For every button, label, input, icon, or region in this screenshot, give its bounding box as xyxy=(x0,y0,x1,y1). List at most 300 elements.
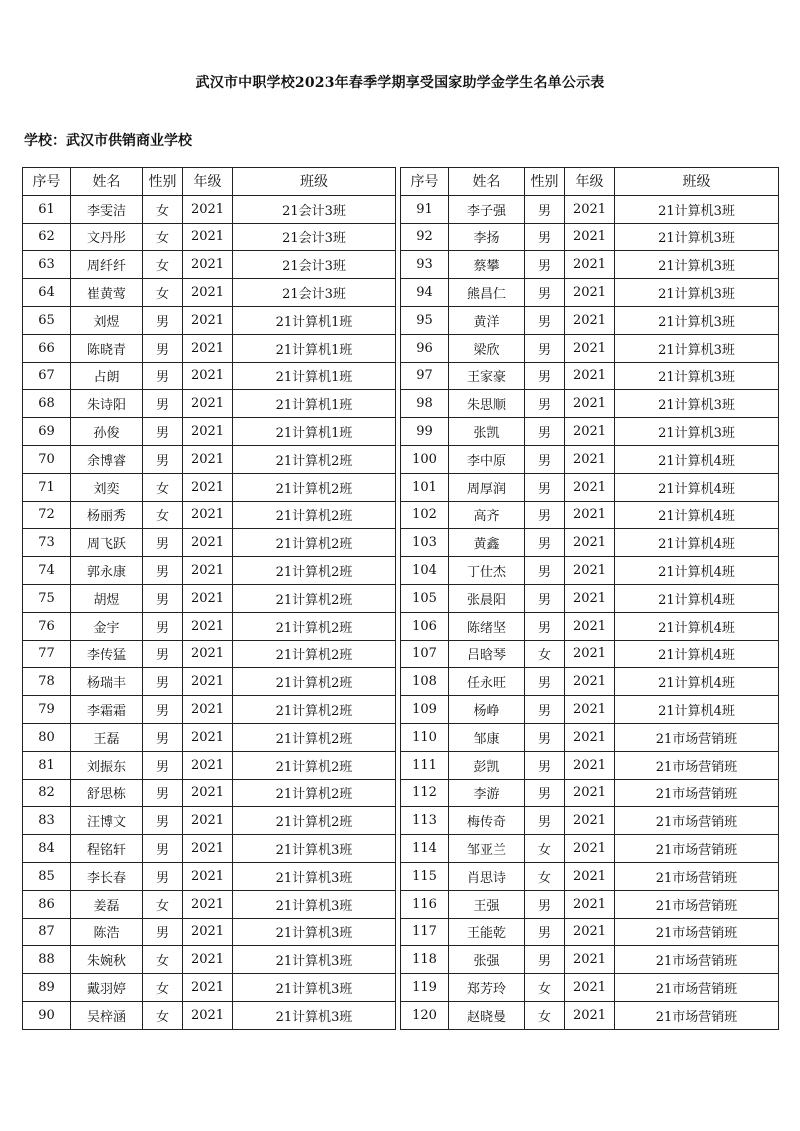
cell-gender: 男 xyxy=(143,668,183,696)
school-line xyxy=(24,130,192,150)
table-row xyxy=(401,918,779,946)
cell-gender: 女 xyxy=(143,974,183,1002)
cell-gender: 男 xyxy=(525,473,565,501)
roster-table-right xyxy=(400,167,779,1030)
cell-name: 王家豪 xyxy=(449,362,525,390)
cell-index: 103 xyxy=(401,529,449,557)
cell-name: 赵晓曼 xyxy=(449,1001,525,1029)
cell-class: 21计算机4班 xyxy=(615,612,779,640)
cell-grade: 2021 xyxy=(183,668,233,696)
cell-class: 21会计3班 xyxy=(233,251,396,279)
header-gender: 性别 xyxy=(525,168,565,196)
cell-index: 105 xyxy=(401,584,449,612)
table-row xyxy=(23,334,396,362)
cell-class: 21市场营销班 xyxy=(615,862,779,890)
cell-index: 111 xyxy=(401,751,449,779)
cell-gender: 男 xyxy=(525,668,565,696)
table-row xyxy=(401,584,779,612)
cell-name: 张晨阳 xyxy=(449,584,525,612)
cell-name: 李扬 xyxy=(449,223,525,251)
cell-index: 112 xyxy=(401,779,449,807)
cell-class: 21计算机2班 xyxy=(233,445,396,473)
cell-index: 90 xyxy=(23,1001,71,1029)
cell-index: 63 xyxy=(23,251,71,279)
table-row xyxy=(401,501,779,529)
cell-grade: 2021 xyxy=(565,779,615,807)
cell-index: 89 xyxy=(23,974,71,1002)
cell-name: 文丹彤 xyxy=(71,223,143,251)
cell-gender: 男 xyxy=(525,418,565,446)
cell-gender: 男 xyxy=(143,751,183,779)
cell-index: 80 xyxy=(23,723,71,751)
cell-class: 21计算机4班 xyxy=(615,557,779,585)
cell-class: 21计算机2班 xyxy=(233,501,396,529)
table-row xyxy=(23,390,396,418)
cell-grade: 2021 xyxy=(565,362,615,390)
header-row xyxy=(401,168,779,196)
cell-grade: 2021 xyxy=(565,640,615,668)
cell-grade: 2021 xyxy=(183,779,233,807)
cell-gender: 男 xyxy=(143,418,183,446)
cell-class: 21计算机2班 xyxy=(233,557,396,585)
cell-grade: 2021 xyxy=(565,445,615,473)
cell-grade: 2021 xyxy=(183,445,233,473)
table-row xyxy=(401,362,779,390)
cell-grade: 2021 xyxy=(565,751,615,779)
cell-gender: 女 xyxy=(525,1001,565,1029)
roster-table-left xyxy=(22,167,396,1030)
cell-class: 21计算机3班 xyxy=(615,279,779,307)
cell-name: 李霜霜 xyxy=(71,696,143,724)
cell-index: 74 xyxy=(23,557,71,585)
cell-index: 64 xyxy=(23,279,71,307)
cell-grade: 2021 xyxy=(565,529,615,557)
cell-class: 21市场营销班 xyxy=(615,807,779,835)
cell-gender: 女 xyxy=(525,974,565,1002)
table-row xyxy=(401,890,779,918)
cell-name: 任永旺 xyxy=(449,668,525,696)
cell-index: 109 xyxy=(401,696,449,724)
cell-grade: 2021 xyxy=(183,890,233,918)
cell-index: 106 xyxy=(401,612,449,640)
cell-name: 李长春 xyxy=(71,862,143,890)
cell-name: 丁仕杰 xyxy=(449,557,525,585)
cell-grade: 2021 xyxy=(565,473,615,501)
cell-gender: 女 xyxy=(143,501,183,529)
cell-class: 21会计3班 xyxy=(233,223,396,251)
cell-grade: 2021 xyxy=(565,696,615,724)
cell-grade: 2021 xyxy=(183,223,233,251)
cell-grade: 2021 xyxy=(183,501,233,529)
table-row xyxy=(401,862,779,890)
cell-name: 戴羽婷 xyxy=(71,974,143,1002)
table-row xyxy=(401,974,779,1002)
cell-name: 梁欣 xyxy=(449,334,525,362)
cell-grade: 2021 xyxy=(565,251,615,279)
cell-class: 21计算机4班 xyxy=(615,473,779,501)
cell-class: 21计算机3班 xyxy=(615,223,779,251)
cell-gender: 男 xyxy=(525,946,565,974)
cell-class: 21市场营销班 xyxy=(615,974,779,1002)
cell-class: 21计算机3班 xyxy=(233,835,396,863)
cell-name: 张凯 xyxy=(449,418,525,446)
cell-index: 61 xyxy=(23,195,71,223)
cell-gender: 男 xyxy=(525,807,565,835)
cell-gender: 男 xyxy=(525,696,565,724)
cell-index: 86 xyxy=(23,890,71,918)
cell-grade: 2021 xyxy=(565,195,615,223)
table-row xyxy=(23,890,396,918)
cell-gender: 男 xyxy=(525,279,565,307)
cell-grade: 2021 xyxy=(183,640,233,668)
cell-name: 郑芳玲 xyxy=(449,974,525,1002)
cell-name: 梅传奇 xyxy=(449,807,525,835)
cell-index: 99 xyxy=(401,418,449,446)
table-row xyxy=(401,835,779,863)
cell-class: 21计算机2班 xyxy=(233,584,396,612)
right-table-body xyxy=(401,195,779,1029)
cell-name: 刘奕 xyxy=(71,473,143,501)
table-row xyxy=(401,334,779,362)
cell-name: 李雯洁 xyxy=(71,195,143,223)
cell-class: 21计算机2班 xyxy=(233,473,396,501)
cell-grade: 2021 xyxy=(183,195,233,223)
cell-name: 余博睿 xyxy=(71,445,143,473)
cell-index: 92 xyxy=(401,223,449,251)
cell-grade: 2021 xyxy=(565,501,615,529)
cell-grade: 2021 xyxy=(565,890,615,918)
cell-index: 70 xyxy=(23,445,71,473)
header-row xyxy=(23,168,396,196)
cell-name: 吕晗琴 xyxy=(449,640,525,668)
cell-class: 21计算机3班 xyxy=(233,1001,396,1029)
cell-name: 熊昌仁 xyxy=(449,279,525,307)
cell-class: 21计算机3班 xyxy=(615,251,779,279)
cell-gender: 男 xyxy=(525,223,565,251)
cell-class: 21计算机3班 xyxy=(615,306,779,334)
cell-gender: 女 xyxy=(143,1001,183,1029)
cell-gender: 女 xyxy=(143,946,183,974)
cell-class: 21会计3班 xyxy=(233,279,396,307)
cell-index: 68 xyxy=(23,390,71,418)
cell-gender: 男 xyxy=(525,362,565,390)
cell-name: 周厚润 xyxy=(449,473,525,501)
cell-name: 占朗 xyxy=(71,362,143,390)
cell-class: 21计算机2班 xyxy=(233,723,396,751)
cell-class: 21计算机3班 xyxy=(615,362,779,390)
cell-grade: 2021 xyxy=(565,584,615,612)
cell-name: 周飞跃 xyxy=(71,529,143,557)
cell-class: 21计算机3班 xyxy=(615,418,779,446)
table-row xyxy=(401,279,779,307)
cell-index: 116 xyxy=(401,890,449,918)
cell-index: 93 xyxy=(401,251,449,279)
cell-name: 肖思诗 xyxy=(449,862,525,890)
cell-class: 21计算机3班 xyxy=(615,390,779,418)
header-grade: 年级 xyxy=(565,168,615,196)
cell-gender: 女 xyxy=(143,279,183,307)
cell-class: 21市场营销班 xyxy=(615,779,779,807)
cell-name: 杨峥 xyxy=(449,696,525,724)
cell-gender: 男 xyxy=(525,918,565,946)
cell-grade: 2021 xyxy=(183,418,233,446)
table-row xyxy=(401,1001,779,1029)
cell-grade: 2021 xyxy=(565,862,615,890)
cell-name: 刘煜 xyxy=(71,306,143,334)
cell-name: 孙俊 xyxy=(71,418,143,446)
table-row xyxy=(401,223,779,251)
cell-index: 98 xyxy=(401,390,449,418)
cell-class: 21计算机3班 xyxy=(615,195,779,223)
cell-grade: 2021 xyxy=(183,557,233,585)
cell-gender: 女 xyxy=(525,640,565,668)
cell-name: 陈晓青 xyxy=(71,334,143,362)
cell-name: 郭永康 xyxy=(71,557,143,585)
table-row xyxy=(23,473,396,501)
cell-class: 21市场营销班 xyxy=(615,1001,779,1029)
cell-name: 黄鑫 xyxy=(449,529,525,557)
cell-gender: 男 xyxy=(143,640,183,668)
cell-gender: 男 xyxy=(143,723,183,751)
cell-grade: 2021 xyxy=(565,723,615,751)
table-row xyxy=(401,195,779,223)
cell-gender: 女 xyxy=(525,862,565,890)
cell-grade: 2021 xyxy=(183,751,233,779)
cell-grade: 2021 xyxy=(183,946,233,974)
cell-index: 83 xyxy=(23,807,71,835)
cell-gender: 女 xyxy=(143,890,183,918)
cell-name: 王强 xyxy=(449,890,525,918)
cell-name: 邹康 xyxy=(449,723,525,751)
school-label: 学校： xyxy=(24,133,66,149)
cell-index: 69 xyxy=(23,418,71,446)
left-table-body xyxy=(23,195,396,1029)
table-row xyxy=(23,640,396,668)
cell-index: 114 xyxy=(401,835,449,863)
cell-grade: 2021 xyxy=(565,418,615,446)
cell-class: 21计算机3班 xyxy=(233,890,396,918)
cell-class: 21计算机2班 xyxy=(233,529,396,557)
cell-name: 王磊 xyxy=(71,723,143,751)
cell-index: 62 xyxy=(23,223,71,251)
cell-name: 彭凯 xyxy=(449,751,525,779)
table-row xyxy=(23,723,396,751)
cell-grade: 2021 xyxy=(183,584,233,612)
cell-name: 王能乾 xyxy=(449,918,525,946)
cell-index: 104 xyxy=(401,557,449,585)
cell-name: 邹亚兰 xyxy=(449,835,525,863)
cell-class: 21计算机2班 xyxy=(233,696,396,724)
cell-name: 陈浩 xyxy=(71,918,143,946)
cell-class: 21计算机3班 xyxy=(615,334,779,362)
cell-name: 张强 xyxy=(449,946,525,974)
cell-grade: 2021 xyxy=(565,918,615,946)
header-grade: 年级 xyxy=(183,168,233,196)
cell-grade: 2021 xyxy=(183,362,233,390)
cell-grade: 2021 xyxy=(183,1001,233,1029)
table-row xyxy=(401,946,779,974)
cell-gender: 男 xyxy=(143,334,183,362)
table-row xyxy=(23,195,396,223)
cell-index: 65 xyxy=(23,306,71,334)
table-row xyxy=(401,390,779,418)
cell-gender: 男 xyxy=(525,612,565,640)
table-row xyxy=(23,501,396,529)
cell-grade: 2021 xyxy=(565,974,615,1002)
cell-class: 21计算机4班 xyxy=(615,640,779,668)
cell-index: 102 xyxy=(401,501,449,529)
cell-index: 73 xyxy=(23,529,71,557)
cell-index: 76 xyxy=(23,612,71,640)
table-row xyxy=(23,418,396,446)
cell-gender: 男 xyxy=(525,751,565,779)
cell-index: 82 xyxy=(23,779,71,807)
cell-name: 汪博文 xyxy=(71,807,143,835)
header-gender: 性别 xyxy=(143,168,183,196)
cell-name: 杨丽秀 xyxy=(71,501,143,529)
cell-grade: 2021 xyxy=(183,334,233,362)
table-row xyxy=(23,751,396,779)
cell-index: 72 xyxy=(23,501,71,529)
header-index: 序号 xyxy=(23,168,71,196)
cell-gender: 女 xyxy=(525,835,565,863)
cell-index: 85 xyxy=(23,862,71,890)
table-row xyxy=(23,557,396,585)
table-row xyxy=(401,418,779,446)
header-name: 姓名 xyxy=(71,168,143,196)
cell-index: 100 xyxy=(401,445,449,473)
cell-grade: 2021 xyxy=(183,473,233,501)
cell-name: 蔡攀 xyxy=(449,251,525,279)
header-name: 姓名 xyxy=(449,168,525,196)
cell-gender: 男 xyxy=(525,251,565,279)
table-row xyxy=(23,251,396,279)
cell-gender: 女 xyxy=(143,251,183,279)
cell-name: 朱思顺 xyxy=(449,390,525,418)
table-row xyxy=(23,306,396,334)
cell-grade: 2021 xyxy=(183,279,233,307)
cell-class: 21计算机3班 xyxy=(233,974,396,1002)
cell-index: 107 xyxy=(401,640,449,668)
cell-grade: 2021 xyxy=(183,807,233,835)
cell-gender: 男 xyxy=(143,557,183,585)
cell-index: 78 xyxy=(23,668,71,696)
cell-name: 吴梓涵 xyxy=(71,1001,143,1029)
cell-gender: 男 xyxy=(525,306,565,334)
cell-name: 姜磊 xyxy=(71,890,143,918)
table-row xyxy=(23,668,396,696)
cell-gender: 男 xyxy=(525,529,565,557)
cell-index: 81 xyxy=(23,751,71,779)
cell-index: 118 xyxy=(401,946,449,974)
cell-name: 朱婉秋 xyxy=(71,946,143,974)
cell-class: 21计算机4班 xyxy=(615,529,779,557)
cell-grade: 2021 xyxy=(565,223,615,251)
cell-index: 95 xyxy=(401,306,449,334)
table-row xyxy=(401,251,779,279)
cell-index: 108 xyxy=(401,668,449,696)
cell-index: 79 xyxy=(23,696,71,724)
cell-index: 66 xyxy=(23,334,71,362)
cell-index: 75 xyxy=(23,584,71,612)
cell-name: 胡煜 xyxy=(71,584,143,612)
cell-class: 21计算机2班 xyxy=(233,612,396,640)
cell-class: 21计算机2班 xyxy=(233,807,396,835)
cell-gender: 女 xyxy=(143,223,183,251)
table-row xyxy=(401,557,779,585)
table-row xyxy=(23,445,396,473)
cell-name: 崔黄莺 xyxy=(71,279,143,307)
cell-grade: 2021 xyxy=(565,557,615,585)
cell-index: 101 xyxy=(401,473,449,501)
cell-grade: 2021 xyxy=(183,723,233,751)
cell-gender: 男 xyxy=(143,306,183,334)
table-row xyxy=(23,279,396,307)
cell-grade: 2021 xyxy=(565,835,615,863)
table-row xyxy=(23,223,396,251)
cell-name: 杨瑞丰 xyxy=(71,668,143,696)
cell-grade: 2021 xyxy=(183,862,233,890)
cell-grade: 2021 xyxy=(183,918,233,946)
cell-class: 21计算机3班 xyxy=(233,862,396,890)
cell-class: 21计算机4班 xyxy=(615,668,779,696)
cell-index: 71 xyxy=(23,473,71,501)
cell-grade: 2021 xyxy=(565,612,615,640)
cell-name: 周纤纤 xyxy=(71,251,143,279)
cell-grade: 2021 xyxy=(565,334,615,362)
cell-class: 21市场营销班 xyxy=(615,890,779,918)
cell-class: 21计算机1班 xyxy=(233,306,396,334)
cell-class: 21计算机1班 xyxy=(233,390,396,418)
cell-grade: 2021 xyxy=(565,1001,615,1029)
cell-grade: 2021 xyxy=(183,251,233,279)
cell-index: 67 xyxy=(23,362,71,390)
cell-grade: 2021 xyxy=(565,946,615,974)
cell-class: 21计算机4班 xyxy=(615,696,779,724)
cell-index: 113 xyxy=(401,807,449,835)
table-row xyxy=(23,835,396,863)
table-row xyxy=(23,529,396,557)
table-row xyxy=(23,862,396,890)
cell-class: 21计算机2班 xyxy=(233,640,396,668)
cell-class: 21计算机1班 xyxy=(233,418,396,446)
cell-index: 119 xyxy=(401,974,449,1002)
cell-gender: 男 xyxy=(143,445,183,473)
table-row xyxy=(401,779,779,807)
table-row xyxy=(23,779,396,807)
cell-gender: 男 xyxy=(143,779,183,807)
cell-name: 刘振东 xyxy=(71,751,143,779)
cell-name: 舒思栋 xyxy=(71,779,143,807)
cell-gender: 女 xyxy=(143,473,183,501)
cell-name: 李传猛 xyxy=(71,640,143,668)
cell-index: 115 xyxy=(401,862,449,890)
cell-gender: 男 xyxy=(143,696,183,724)
header-class: 班级 xyxy=(615,168,779,196)
cell-class: 21市场营销班 xyxy=(615,751,779,779)
cell-gender: 女 xyxy=(143,195,183,223)
cell-class: 21计算机4班 xyxy=(615,584,779,612)
cell-class: 21计算机4班 xyxy=(615,501,779,529)
cell-index: 120 xyxy=(401,1001,449,1029)
cell-class: 21会计3班 xyxy=(233,195,396,223)
cell-index: 91 xyxy=(401,195,449,223)
school-name: 武汉市供销商业学校 xyxy=(66,133,192,149)
cell-class: 21计算机2班 xyxy=(233,779,396,807)
cell-gender: 男 xyxy=(525,890,565,918)
cell-index: 110 xyxy=(401,723,449,751)
cell-index: 84 xyxy=(23,835,71,863)
